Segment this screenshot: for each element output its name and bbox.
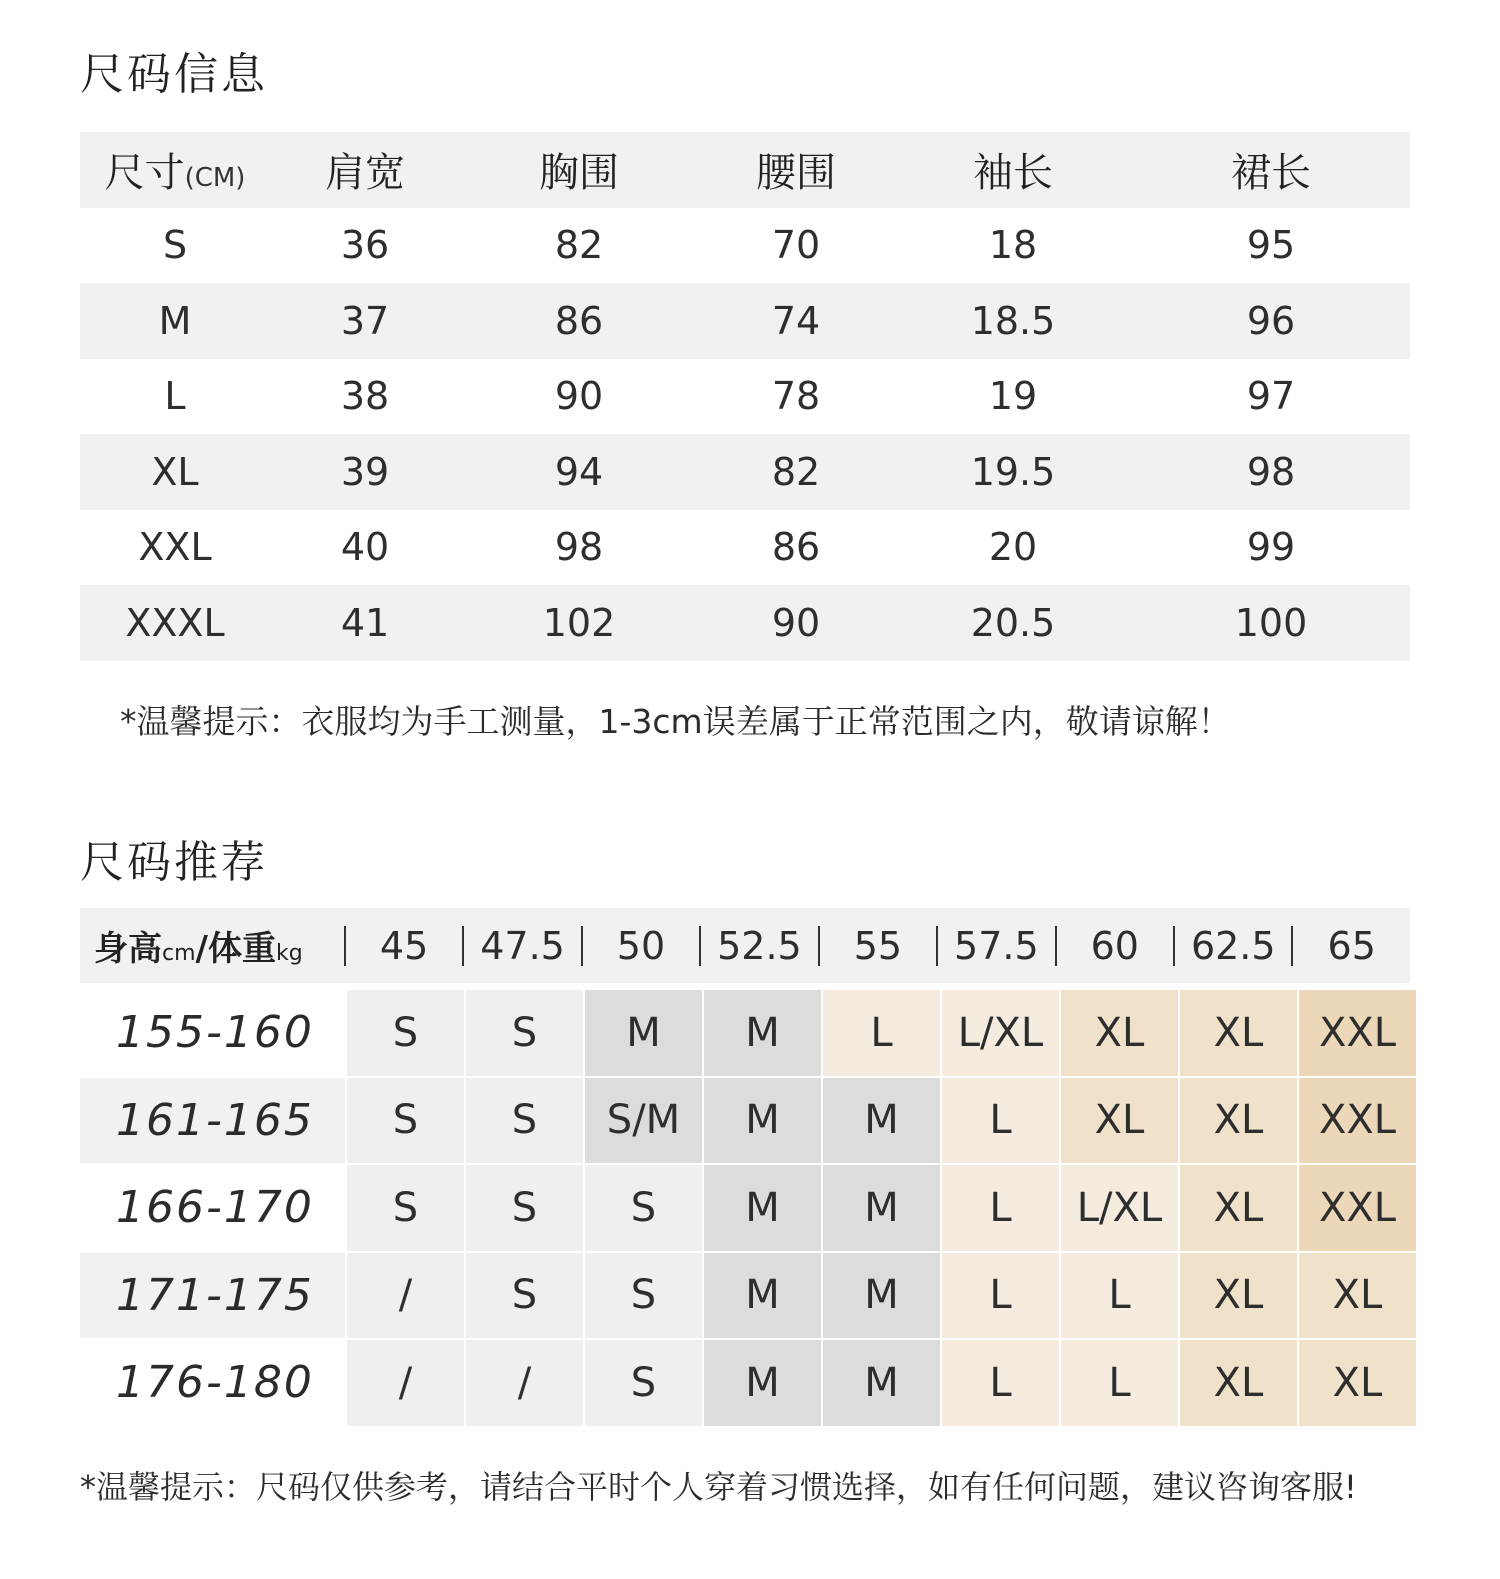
- size-recommend-title: 尺码推荐: [80, 837, 268, 888]
- recommended-size-cell: M: [823, 1253, 940, 1339]
- recommended-size-cell: S: [585, 1340, 702, 1426]
- recommended-size-cell: XL: [1180, 1340, 1297, 1426]
- measurement-cell: 86: [771, 525, 821, 570]
- height-weight-label: [80, 921, 344, 970]
- recommended-size-cell: M: [704, 990, 821, 1076]
- measurement-cell: 90: [554, 374, 604, 419]
- size-info-row: [80, 510, 1410, 586]
- recommended-size-cell: L/XL: [1061, 1165, 1178, 1251]
- size-info-row: [80, 359, 1410, 435]
- header-bust: 胸围: [539, 150, 619, 197]
- measurement-cell: 102: [542, 600, 616, 645]
- weight-header-cell: 62.5: [1190, 923, 1276, 968]
- recommended-size-cell: S: [466, 990, 583, 1076]
- height-range-cell: 166-170: [116, 1182, 314, 1234]
- recommended-size-cell: XXL: [1299, 1078, 1416, 1164]
- measurement-cell: 41: [340, 600, 390, 645]
- recommended-size-cell: L: [942, 1340, 1059, 1426]
- height-range-cell: 171-175: [80, 1253, 345, 1339]
- size-info-row: [80, 585, 1410, 661]
- measurement-cell: 100: [1234, 600, 1308, 645]
- recommended-size-cell: L: [942, 1078, 1059, 1164]
- weight-unit: kg: [275, 941, 303, 966]
- recommended-size-cell: /: [347, 1340, 464, 1426]
- recommended-size-cell: S/M: [585, 1078, 702, 1164]
- size-info-table: [80, 132, 1410, 661]
- recommended-size-cell: L: [942, 1165, 1059, 1251]
- size-info-note: *温馨提示：衣服均为手工测量，1-3cm误差属于正常范围之内，敬请谅解！: [120, 702, 1231, 741]
- recommended-size-cell: S: [347, 1165, 464, 1251]
- measurement-cell: 78: [771, 374, 821, 419]
- size-info-title: 尺码信息: [80, 49, 268, 100]
- weight-header-cell: 65: [1327, 923, 1376, 968]
- size-label-cell: XL: [151, 449, 199, 494]
- recommended-size-cell: L/XL: [942, 990, 1059, 1076]
- height-label: 身高: [94, 929, 162, 969]
- measurement-cell: 40: [340, 525, 390, 570]
- recommended-size-cell: M: [585, 990, 702, 1076]
- weight-header-cell: 52.5: [717, 923, 802, 968]
- recommended-size-cell: XL: [1061, 1078, 1178, 1164]
- recommended-size-cell: S: [347, 990, 464, 1076]
- size-label-cell: XXXL: [125, 600, 225, 645]
- header-size-unit: (CM): [184, 163, 246, 194]
- header-shoulder: 肩宽: [325, 150, 405, 197]
- measurement-cell: 98: [554, 525, 604, 570]
- recommended-size-cell: XL: [1180, 1165, 1297, 1251]
- measurement-cell: 19: [988, 374, 1038, 419]
- size-recommend-note: *温馨提示：尺码仅供参考，请结合平时个人穿着习惯选择，如有任何问题，建议咨询客服!: [80, 1468, 1357, 1506]
- measurement-cell: 70: [771, 223, 821, 268]
- weight-header-cell: 50: [616, 923, 666, 968]
- recommend-grid: [80, 990, 1416, 1426]
- measurement-cell: 82: [554, 223, 604, 268]
- measurement-cell: 99: [1246, 525, 1296, 570]
- recommended-size-cell: XL: [1180, 1078, 1297, 1164]
- recommended-size-cell: L: [1061, 1253, 1178, 1339]
- height-range-cell: 176-180: [116, 1357, 314, 1409]
- weight-header-cell: 45: [379, 923, 429, 968]
- recommended-size-cell: S: [466, 1253, 583, 1339]
- recommended-size-cell: S: [466, 1078, 583, 1164]
- label-slash: /: [195, 929, 208, 969]
- recommended-size-cell: XXL: [1299, 1165, 1416, 1251]
- measurement-cell: 82: [771, 449, 821, 494]
- size-info-row: [80, 208, 1410, 284]
- measurement-cell: 95: [1246, 223, 1296, 268]
- height-unit: cm: [162, 941, 196, 966]
- weight-header-cell: 60: [1090, 923, 1139, 968]
- size-label-cell: XXL: [138, 525, 212, 570]
- recommended-size-cell: M: [704, 1253, 821, 1339]
- measurement-cell: 86: [554, 298, 604, 343]
- size-info-body: [80, 208, 1410, 661]
- measurement-cell: 38: [340, 374, 390, 419]
- recommended-size-cell: XL: [1061, 990, 1178, 1076]
- size-info-row: [80, 434, 1410, 510]
- recommended-size-cell: XL: [1180, 1253, 1297, 1339]
- size-label-cell: S: [162, 223, 188, 268]
- header-sleeve: 袖长: [973, 150, 1053, 197]
- measurement-cell: 20: [988, 525, 1038, 570]
- recommended-size-cell: M: [704, 1340, 821, 1426]
- measurement-cell: 96: [1246, 298, 1296, 343]
- measurement-cell: 97: [1246, 374, 1296, 419]
- recommended-size-cell: XXL: [1299, 990, 1416, 1076]
- header-size: [80, 141, 270, 198]
- recommended-size-cell: /: [347, 1253, 464, 1339]
- recommended-size-cell: M: [823, 1340, 940, 1426]
- size-info-header: [80, 132, 1410, 208]
- measurement-cell: 39: [340, 449, 390, 494]
- measurement-cell: 90: [771, 600, 821, 645]
- recommended-size-cell: M: [823, 1165, 940, 1251]
- measurement-cell: 18.5: [970, 298, 1056, 343]
- recommended-size-cell: L: [823, 990, 940, 1076]
- weight-header-cell: 57.5: [954, 923, 1039, 968]
- measurement-cell: 19.5: [970, 449, 1056, 494]
- weight-label: 体重: [207, 929, 276, 969]
- size-label-cell: M: [158, 298, 192, 343]
- measurement-cell: 37: [340, 298, 390, 343]
- recommended-size-cell: M: [823, 1078, 940, 1164]
- header-size-label: 尺寸: [104, 150, 185, 197]
- recommended-size-cell: S: [585, 1253, 702, 1339]
- recommended-size-cell: L: [942, 1253, 1059, 1339]
- measurement-cell: 94: [554, 449, 604, 494]
- weight-header-cell: 47.5: [480, 923, 565, 968]
- recommended-size-cell: S: [347, 1078, 464, 1164]
- recommended-size-cell: S: [585, 1165, 702, 1251]
- measurement-cell: 98: [1246, 449, 1296, 494]
- recommended-size-cell: /: [466, 1340, 583, 1426]
- recommended-size-cell: L: [1061, 1340, 1178, 1426]
- size-label-cell: L: [164, 374, 186, 419]
- recommended-size-cell: XL: [1299, 1253, 1416, 1339]
- header-skirt-length: 裙长: [1231, 150, 1311, 197]
- recommended-size-cell: S: [466, 1165, 583, 1251]
- height-range-cell: 161-165: [80, 1078, 345, 1164]
- recommended-size-cell: XL: [1299, 1340, 1416, 1426]
- header-waist: 腰围: [756, 150, 836, 197]
- size-info-row: [80, 283, 1410, 359]
- recommended-size-cell: M: [704, 1078, 821, 1164]
- recommend-header: [80, 908, 1410, 983]
- measurement-cell: 20.5: [970, 600, 1056, 645]
- measurement-cell: 18: [988, 223, 1038, 268]
- measurement-cell: 74: [771, 298, 821, 343]
- recommended-size-cell: XL: [1180, 990, 1297, 1076]
- measurement-cell: 36: [340, 223, 390, 268]
- weight-header-cell: 55: [853, 923, 903, 968]
- height-range-cell: 155-160: [116, 1007, 314, 1059]
- recommended-size-cell: M: [704, 1165, 821, 1251]
